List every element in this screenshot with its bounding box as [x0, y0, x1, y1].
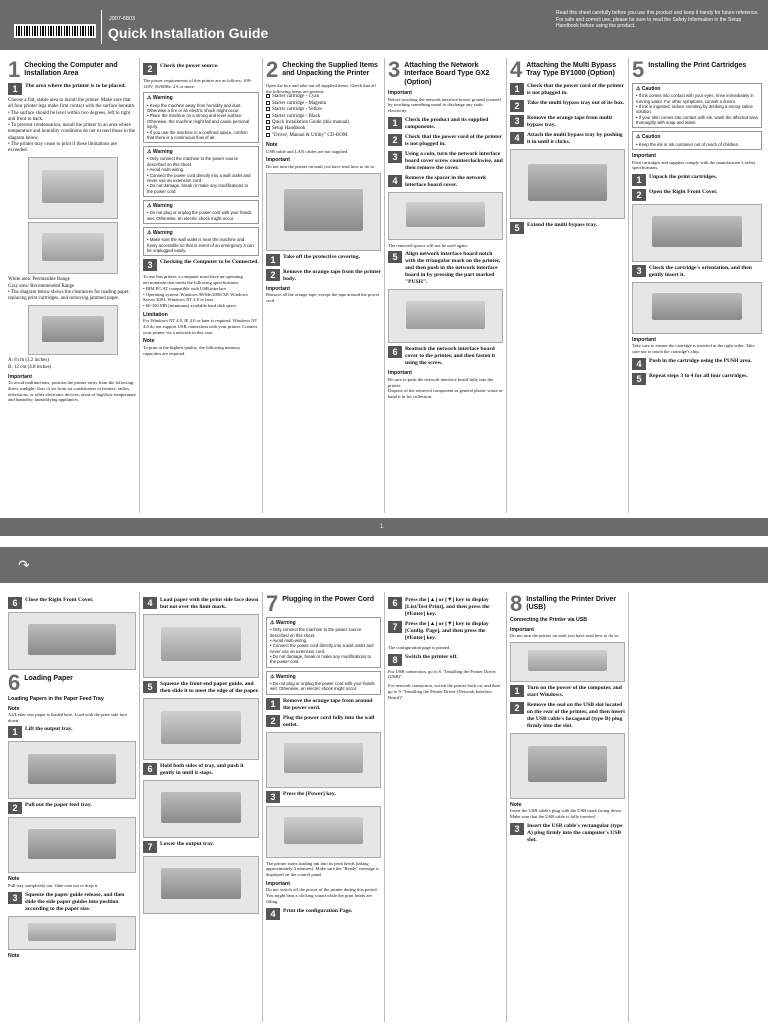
important-text: Remove all the orange tape, except the tape around the power cord.	[266, 292, 380, 303]
warning-box	[143, 146, 259, 197]
step-text: Switch the printer off.	[405, 653, 458, 660]
step-text: Lower the output tray.	[160, 840, 214, 847]
step-text: Take the multi bypass tray out of its box.	[527, 99, 625, 106]
step-text: Plug the power cord fully into the wall outlet.	[283, 714, 375, 728]
step-number: 1	[266, 254, 280, 266]
section-print-cartridges	[632, 60, 762, 512]
step-text: Lift the output tray.	[25, 726, 73, 733]
step-text: Load paper with the print side face down but not over the limit mark.	[160, 597, 259, 610]
step-number: 2	[266, 715, 280, 727]
section-loading-paper-cont	[143, 594, 259, 1022]
paper-guide-figure	[8, 916, 136, 950]
column-divider	[628, 592, 629, 1022]
note-label: Note	[266, 142, 278, 149]
step-text: Press the [Power] key.	[283, 790, 336, 797]
section-number: 7	[266, 594, 279, 616]
column-divider	[506, 58, 507, 513]
step-text: Press the [▲] or [▼] key to display [List/Test Print], and then press the [#Enter] key.	[405, 597, 490, 617]
list-item: Starter cartridge - Yellow	[272, 107, 323, 113]
list-item: • Keep the ink or ink container out of reach of children.	[636, 142, 758, 147]
section-power-cord	[266, 594, 381, 1022]
caution-icon: ⚠	[636, 86, 641, 92]
section-title: Plugging in the Power Cord	[282, 596, 375, 603]
note-text: Pull tray completely out. Take care not to drop it.	[8, 882, 99, 888]
step-text: Hold both sides of tray, and push it gently in until it stops.	[160, 762, 244, 776]
note-text: USB cable and LAN cables are not supplied.	[266, 148, 349, 154]
limitation-text: For Windows NT 4.0, IE 4.0 or later is required. Windows NT 4.0 do not support USB connection with your printer. Connect your printer via a network in this case.	[143, 318, 258, 335]
checkbox-icon	[266, 94, 270, 98]
section-number: 4	[510, 60, 523, 82]
step-text: Press the [▲] or [▼] key to display [Config. Page], and then press the [#Enter] key.	[405, 620, 489, 641]
warning-label: Warning	[152, 149, 173, 156]
list-item: • Place the machine on a strong and level surface. Otherwise, the machine might fall and cause personal injury.	[147, 113, 255, 129]
step-number: 3	[510, 823, 524, 835]
page-footer-band	[0, 518, 768, 536]
list-item: • Keep the machine away from humidity and dust. Otherwise a fire or an electric shock might occur.	[147, 103, 255, 114]
warning-icon: ⚠	[147, 149, 152, 156]
step-text: Remove the orange tape from the printer body.	[283, 268, 381, 282]
section-config-page	[388, 594, 503, 1022]
page-header-band	[0, 547, 768, 583]
important-label: Important	[8, 373, 32, 380]
warning-box	[266, 671, 381, 695]
step-text: Take off the protective covering.	[283, 253, 360, 260]
printer-unpacking-figure	[266, 173, 381, 251]
step-text: Check that the power cord of the printer is not plugged in.	[405, 133, 502, 147]
feed-tray-figure	[8, 817, 136, 873]
usb-plug-figure	[510, 642, 625, 682]
step-text: Insert the USB cable's rectangular (type A) plug firmly into the computer's USB slot.	[527, 822, 623, 843]
section-supplied-items	[266, 60, 381, 512]
important-label: Important	[388, 370, 412, 377]
limitation-label: Limitation	[143, 311, 168, 318]
step-number: 5	[510, 222, 524, 234]
supplied-items-list	[266, 94, 381, 139]
column-divider	[139, 592, 140, 1022]
important-label: Important	[266, 880, 290, 887]
checkbox-icon	[266, 107, 270, 111]
column-divider	[384, 592, 385, 1022]
step-number: 6	[388, 346, 402, 358]
list-item: • The printer may cease to print if these limitations are exceeded.	[8, 142, 136, 155]
step-number: 6	[8, 597, 22, 609]
section-title: Attaching the Multi Bypass Tray Type BY1000 (Option)	[526, 62, 617, 78]
lower-tray-figure	[143, 856, 259, 914]
important-text: Before touching the network interface board, ground yourself by touching something metal to discharge any static electricity.	[388, 96, 502, 114]
figure-caption: The removed spacer will not be used again.	[388, 242, 468, 248]
computer-requirements-text: To use this printer, a computer must have an operating environment that meets the following specifications.	[143, 274, 243, 286]
step-text: Remove the orange tape from multi bypass tray.	[527, 114, 612, 128]
list-item: • Connect the power cord directly into a wall outlet and never use an extension cord.	[270, 643, 377, 654]
list-item: • If ink is ingested, induce vomiting by drinking a strong saline solution.	[636, 104, 758, 115]
step-number: 1	[632, 174, 646, 186]
step-number: 3	[143, 259, 157, 271]
barcode-icon	[14, 24, 96, 38]
placement-list	[8, 111, 136, 155]
list-item: Starter cartridge - Black	[272, 113, 321, 119]
checkbox-icon	[266, 101, 270, 105]
list-item: • If you use the machine in a confined space, confirm that there is a continuous flow of air.	[147, 130, 255, 141]
section-title: Installing the Printer Driver (USB)	[526, 596, 617, 612]
power-key-figure	[266, 806, 381, 858]
list-item: • Only connect the machine to the power source described on this sheet.	[147, 156, 255, 167]
important-text: Do not turn the printer on until you have read how to do so.	[266, 163, 376, 169]
section-number: 3	[388, 60, 401, 82]
important-text: Be sure to push the network interface board fully into the printer.	[388, 376, 494, 388]
output-tray-figure	[8, 741, 136, 799]
caution-box	[632, 131, 762, 150]
step-number: 3	[8, 892, 22, 904]
warning-label: Warning	[152, 95, 173, 102]
intro-text: Open the box and take out all supplied items. Check that all the following items are present:	[266, 83, 376, 94]
important-label: Important	[266, 157, 290, 164]
step-text: Extend the multi bypass tray.	[527, 221, 598, 228]
close-cover-figure	[8, 612, 136, 670]
list-item: • Connect the power cord directly into a wall outlet and never use an extension cord.	[147, 173, 255, 184]
warning-label: Warning	[275, 673, 296, 680]
important-label: Important	[388, 90, 412, 97]
list-item: • Operating system: Windows 98/Me/2000/XP, Windows Server 2003, Windows NT 4.0 or later	[143, 292, 259, 303]
step-number: 1	[8, 83, 22, 95]
list-item: Starter cartridge - Cyan	[272, 94, 320, 100]
list-item: • Avoid multi-wiring.	[270, 638, 377, 643]
doc-code: J007-6803	[109, 16, 135, 22]
list-item: • To prevent condensation, install the printer in an area where temperature and humidity conditions do not exceed those in the diagram below.	[8, 123, 136, 142]
step-number: 2	[8, 802, 22, 814]
warning-label: Warning	[275, 620, 296, 626]
header-banner	[0, 0, 768, 50]
list-item: "Driver, Manual & Utility" CD-ROM	[272, 132, 348, 138]
step-number: 8	[388, 654, 402, 666]
important-label: Important	[266, 285, 290, 292]
list-item: • 60-100 MB (minimum) available hard disk space	[143, 303, 259, 309]
usb-connection-text: For USB connection, go to 8. "Installing the Printer Driver (USB)".	[388, 668, 496, 680]
step-number: 4	[388, 175, 402, 187]
step-number: 5	[143, 681, 157, 693]
step-number: 7	[143, 841, 157, 853]
list-item: • Do not plug or unplug the power cord with your hands wet. Otherwise, an electric shock might occur.	[147, 210, 255, 221]
step-number: 2	[510, 702, 524, 714]
section-checking-computer	[8, 60, 136, 512]
section-number: 8	[510, 594, 523, 616]
step-number: 1	[8, 726, 22, 738]
warning-icon: ⚠	[270, 673, 275, 680]
warning-box	[143, 92, 259, 143]
important-label: Important	[510, 626, 534, 633]
step-text: Squeeze the front-end paper guide, and then slide it to meet the edge of the paper.	[160, 680, 259, 694]
column-divider	[262, 58, 263, 513]
step-number: 5	[388, 251, 402, 263]
warning-label: Warning	[152, 203, 173, 209]
clearance-figure	[28, 305, 118, 355]
step-number: 3	[510, 115, 524, 127]
continue-arrow-icon: ↷	[18, 558, 30, 574]
caution-label: Caution	[641, 86, 661, 92]
column-divider	[262, 592, 263, 1022]
note-label: Note	[8, 876, 20, 883]
column-divider	[628, 58, 629, 513]
config-text: The configuration page is printed.	[388, 644, 451, 650]
step-number: 1	[388, 117, 402, 129]
step-text: Attach the multi bypass tray by pushing it in until it clicks.	[527, 131, 623, 145]
column-divider	[384, 58, 385, 513]
section-title: Checking the Supplied Items and Unpacking the Printer	[282, 62, 378, 78]
step-text: Remove the orange tape from around the power cord.	[283, 697, 373, 711]
checkbox-icon	[266, 133, 270, 137]
page-title: Quick Installation Guide	[108, 25, 269, 41]
warning-icon: ⚠	[270, 620, 275, 626]
step-text: Open the Right Front Cover.	[649, 188, 718, 195]
step-text: The area where the printer is to be placed.	[25, 83, 126, 89]
step-number: 3	[632, 265, 646, 277]
note-label: Note	[143, 338, 155, 345]
push-tray-figure	[143, 780, 259, 838]
step-text: Repeat steps 3 to 4 for all four cartridges.	[649, 372, 748, 379]
step-number: 6	[143, 763, 157, 775]
warning-box	[143, 200, 259, 224]
section-title: Loading Paper	[24, 675, 73, 682]
step-text: Print the configuration Page.	[283, 907, 353, 914]
legend-gray: Gray area: Recommended Range	[8, 283, 75, 289]
front-guide-figure	[143, 698, 259, 760]
figure-caption: The printer starts loading ink into its print heads (taking approximately 4 minutes). Make sure the "Ready" message is displayed on the control panel.	[266, 860, 380, 878]
step-text: Using a coin, turn the network interface board cover screw counterclockwise, and then remove the cover.	[405, 150, 503, 171]
caution-label: Caution	[641, 134, 661, 141]
list-item: • Do not plug or unplug the power cord with your hands wet. Otherwise, an electric shock might occur.	[270, 681, 377, 692]
section-power-source	[143, 60, 259, 512]
list-item: • If ink comes into contact with your eyes, rinse immediately in running water. For other symptoms, consult a doctor.	[636, 93, 758, 104]
section-network-board	[388, 60, 503, 512]
column-divider	[506, 592, 507, 1022]
step-number: 3	[388, 151, 402, 163]
step-text: Remove the seal on the USB slot located on the rear of the printer, and then insert the USB cable's hexagonal (type B) plug firmly into the slot.	[527, 701, 625, 729]
section-title: Attaching the Network Interface Board Type GX2 (Option)	[404, 62, 490, 86]
note-text: Insert the USB cable's plug with the USB mark facing down. Make sure that the USB cable is fully inserted.	[510, 808, 622, 819]
front-cover-figure	[632, 204, 762, 262]
step-text: Checking the Computer to be Connected.	[160, 259, 259, 266]
step-number: 4	[510, 132, 524, 144]
step-number: 2	[510, 100, 524, 112]
important-text: Print cartridges and supplies comply with the manufacturer's safety specifications.	[632, 159, 756, 171]
step-number: 1	[266, 698, 280, 710]
section-usb-driver	[510, 594, 625, 1022]
step-text: Remove the spacer in the network interface board cover.	[405, 174, 487, 188]
section-loading-paper	[8, 594, 136, 1022]
step-number: 1	[510, 685, 524, 697]
network-connection-text: For network connection, switch the printer back on, and then go to 9. "Installing the Printer Driver (Network Interface Board)".	[388, 683, 500, 700]
board-insert-figure	[388, 289, 503, 343]
step-text: Reattach the network interface board cover to the printer, and then fasten it using the screw.	[405, 346, 496, 367]
section-number: 1	[8, 60, 21, 82]
column-divider	[139, 58, 140, 513]
page-number: 1	[380, 524, 384, 530]
step-number: 4	[266, 908, 280, 920]
space-note: • The diagram below shows the clearances for loading paper, replacing print cartridges, and removing jammed paper.	[8, 290, 136, 303]
list-item: • IBM PC/AT compatible with USB interface	[143, 286, 259, 292]
legend-white: White area: Permissible Range	[8, 277, 70, 283]
important-text: Do not turn the printer on until you have read how to do so.	[510, 633, 620, 638]
note-label: Note	[8, 705, 20, 712]
list-item: • Only connect the machine to the power source described on this sheet.	[270, 627, 377, 638]
step-number: 4	[143, 597, 157, 609]
list-item: Quick Installation Guide (this manual)	[272, 120, 350, 126]
warning-icon: ⚠	[147, 229, 152, 236]
step-number: 2	[143, 63, 157, 75]
step-number: 5	[632, 373, 646, 385]
step-text: Align network interface board notch with the triangular mark on the printer, and then push in the network interface board in by pressing the part marked "PUSH".	[405, 251, 501, 286]
section-title: Checking the Computer and Installation Area	[24, 62, 118, 78]
checkbox-icon	[266, 120, 270, 124]
dispose-text: Dispose of the removed component as general plastic waste or hand it in for collection.	[388, 388, 503, 400]
section-subtitle: Loading Papers in the Paper Feed Tray	[8, 696, 104, 702]
section-number: 6	[8, 670, 21, 695]
checkbox-icon	[266, 114, 270, 118]
step-number: 4	[632, 358, 646, 370]
step-text: Check the power source.	[160, 63, 219, 69]
step-text: Check the product and its supplied components.	[405, 116, 489, 130]
list-item: • If your skin comes into contact with ink, wash the affected area thoroughly with soap and water.	[636, 115, 758, 126]
range-chart-figure	[28, 222, 118, 274]
step-text: Unpack the print cartridges.	[649, 173, 718, 180]
warning-icon: ⚠	[147, 203, 152, 209]
caution-box	[632, 83, 762, 128]
section-title: Installing the Print Cartridges	[648, 62, 747, 69]
step-number: 2	[388, 134, 402, 146]
checkbox-icon	[266, 126, 270, 130]
step-number: 2	[632, 189, 646, 201]
dimension-b: B: 12 cm (4.8 inches)	[8, 364, 52, 370]
step-text: Check that the power cord of the printer is not plugged in.	[527, 83, 624, 96]
step-text: Turn on the power of the computer, and start Windows.	[527, 684, 622, 698]
section-subtitle: Connecting the Printer via USB	[510, 617, 587, 623]
usb-slot-figure	[510, 733, 625, 799]
caution-icon: ⚠	[636, 134, 641, 141]
power-text: The power requirements of this printer are as follows: 100-120V, 50/60Hz, 2A or more.	[143, 78, 252, 89]
bypass-tray-figure	[510, 149, 625, 219]
load-paper-figure	[143, 614, 259, 678]
step-text: Close the Right Front Cover.	[25, 597, 94, 603]
step-number: 1	[510, 83, 524, 95]
humidity-chart-figure	[28, 157, 118, 219]
step-number: 2	[266, 269, 280, 281]
list-item: • Make sure the wall outlet is near the machine and freely accessible so that in event of an emergency it can be unplugged easily.	[147, 237, 255, 253]
read-note: Read this sheet carefully before you use this product and keep it handy for future reference. For safe and correct use, please be sure to read the Safety Information in the Setup Handbook before using the product.	[556, 10, 759, 29]
section-bypass-tray	[510, 60, 625, 512]
step-text: Pull out the paper feed tray.	[25, 802, 92, 809]
note-text: A4/Letter size paper is loaded here. Load with the print side face down.	[8, 712, 128, 723]
list-item: • Do not damage, break or make any modifications to the power cord.	[270, 654, 377, 665]
important-label: Important	[632, 336, 656, 343]
warning-icon: ⚠	[147, 95, 152, 102]
list-item: • The surface should be level within two degrees, left to right and front to back.	[8, 111, 136, 124]
step-number: 3	[266, 791, 280, 803]
note-text: To print at the highest quality, the following memory capacities are required.	[143, 344, 241, 356]
dimension-a: A: 8 cm (3.2 inches)	[8, 358, 49, 364]
wall-outlet-figure	[266, 732, 381, 788]
list-item: Starter cartridge - Magenta	[272, 101, 327, 106]
list-item: • Avoid multi-wiring.	[147, 167, 255, 172]
step-number: 7	[388, 621, 402, 633]
section-number: 5	[632, 60, 645, 82]
warning-box	[266, 617, 381, 668]
section-number: 2	[266, 60, 279, 82]
note-label: Note	[510, 801, 522, 808]
note-label: Note	[8, 952, 20, 959]
intro-text: Choose a flat, stable area to install the printer. Make sure that all four printer legs make firm contact with the surface beneath.	[8, 98, 136, 110]
step-text: Squeeze the paper guide release, and then slide the side paper guides into position according to the paper size.	[25, 891, 125, 912]
important-text: Take care to ensure the cartridge is inserted in the right order. Take care not to touch the cartridge's chip.	[632, 343, 755, 355]
spacer-figure	[388, 192, 503, 240]
step-number: 6	[388, 597, 402, 609]
important-label: Important	[632, 153, 656, 160]
cartridge-insert-figure	[632, 282, 762, 334]
list-item: • Do not damage, break or make any modifications to the power cord.	[147, 183, 255, 194]
list-item: Setup Handbook	[272, 126, 306, 132]
step-text: Check the cartridge's orientation, and then gently insert it.	[649, 264, 752, 278]
banner-divider	[101, 10, 102, 44]
warning-box	[143, 227, 259, 256]
important-text: To avoid malfunctions, position the printer away from the following: direct sunlight; flow of air from air conditioners or heaters; radios, televisions, or other electronic devices; areas of high/low temperature and humidity; humidifying appliances.	[8, 380, 136, 403]
step-text: Push in the cartridge using the PUSH area.	[649, 357, 752, 364]
warning-label: Warning	[152, 229, 173, 236]
important-text: Do not switch off the power of the printer during this period. You might hear a clicking sound while the print heads are filling.	[266, 887, 378, 904]
